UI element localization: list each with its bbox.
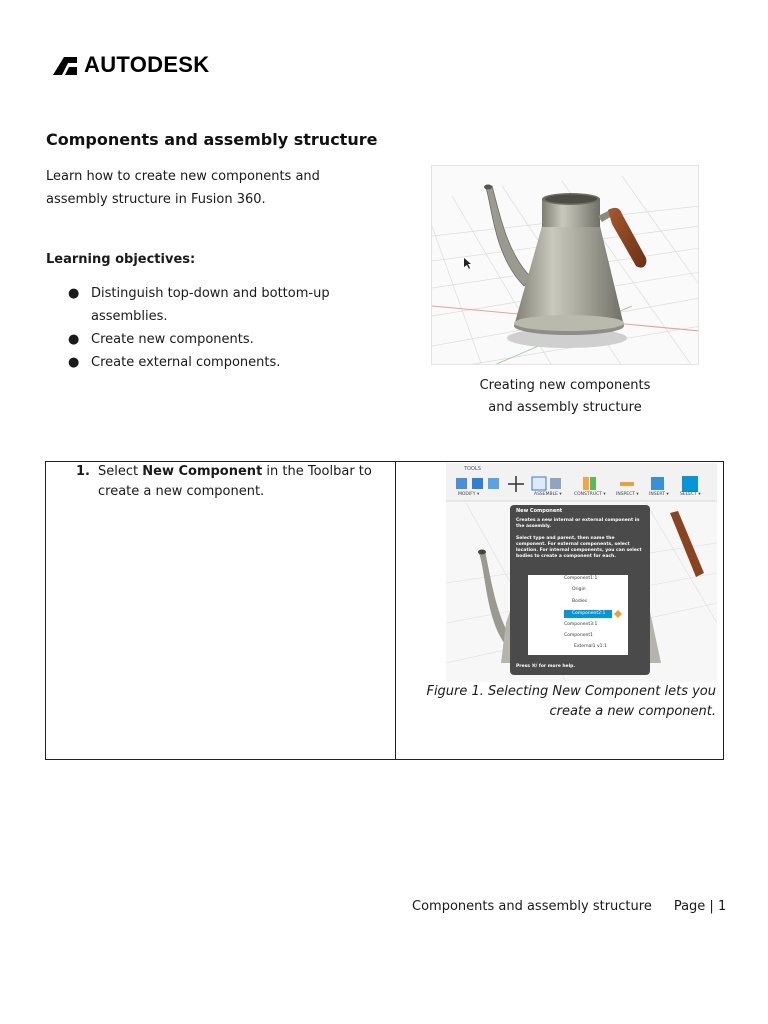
figure-caption: Figure 1. Selecting New Component lets you create a new component. — [426, 684, 716, 719]
kettle-render-image — [431, 165, 699, 365]
toolbar-menu-insert[interactable]: INSERT ▾ — [649, 492, 669, 497]
new-component-screenshot — [446, 463, 717, 682]
footer-doc-title: Components and assembly structure — [412, 899, 652, 914]
toolbar-menu-construct[interactable]: CONSTRUCT ▾ — [574, 492, 606, 497]
objectives-list — [68, 282, 358, 374]
tree-item: External1 v1:1 — [574, 644, 607, 649]
bullet-icon: ● — [68, 332, 80, 347]
tree-item: Bodies — [572, 599, 588, 604]
tooltip-instructions: Select type and parent, then name the component. For external components, select location. For internal components, you can select bodies to create a component for each. — [516, 536, 642, 559]
step-text — [98, 462, 383, 502]
tooltip-help: Press ⌘/ for more help. — [516, 664, 576, 669]
toolbar-menu-modify[interactable]: MODIFY ▾ — [458, 492, 480, 497]
tree-item: Component1:1 — [564, 576, 598, 581]
page-number: Page | 1 — [673, 899, 727, 914]
objective-item — [68, 328, 358, 351]
hero-caption — [431, 375, 699, 419]
step-figure-cell — [396, 462, 723, 759]
brand-name: AUTODESK — [84, 52, 210, 77]
tree-item-selected: Component2:1 — [572, 611, 606, 616]
page-title: Components and assembly structure — [46, 130, 378, 149]
tree-item: Origin — [572, 587, 586, 592]
hero-caption-line: and assembly structure — [488, 400, 642, 415]
objectives-heading: Learning objectives: — [46, 252, 196, 267]
objective-text: Distinguish top-down and bottom-up assemblies. — [91, 286, 330, 324]
toolbar-menu-select[interactable]: SELECT ▾ — [680, 492, 701, 497]
step-text-part: in the Toolbar to create a new component. — [98, 464, 372, 499]
step-number: 1. — [76, 464, 90, 479]
kettle-render-icon — [432, 166, 699, 365]
objective-item — [68, 282, 358, 328]
step-instructions-cell — [46, 462, 396, 759]
step-text-part: Select — [98, 464, 143, 479]
objective-text: Create new components. — [91, 332, 254, 347]
intro-text: Learn how to create new components and assembly structure in Fusion 360. — [46, 169, 320, 207]
tree-item: Component3:1 — [564, 622, 598, 627]
tooltip-title: New Component — [516, 508, 563, 514]
hero-caption-line: Creating new components — [479, 378, 651, 393]
bullet-icon: ● — [68, 286, 80, 301]
tooltip-description: Creates a new internal or external component in the assembly. — [516, 518, 640, 529]
page-footer — [412, 899, 726, 914]
autodesk-logo-icon — [53, 55, 77, 75]
bullet-icon: ● — [68, 355, 80, 370]
step-command-name: New Component — [142, 464, 263, 479]
toolbar-menu-assemble[interactable]: ASSEMBLE ▾ — [534, 492, 562, 497]
tree-item: Component1 — [564, 633, 593, 638]
objective-text: Create external components. — [91, 355, 281, 370]
autodesk-logo — [53, 53, 209, 77]
objective-item — [68, 351, 358, 374]
toolbar-group-label: TOOLS — [464, 466, 481, 472]
toolbar-menu-inspect[interactable]: INSPECT ▾ — [616, 492, 639, 497]
steps-table — [45, 461, 724, 760]
